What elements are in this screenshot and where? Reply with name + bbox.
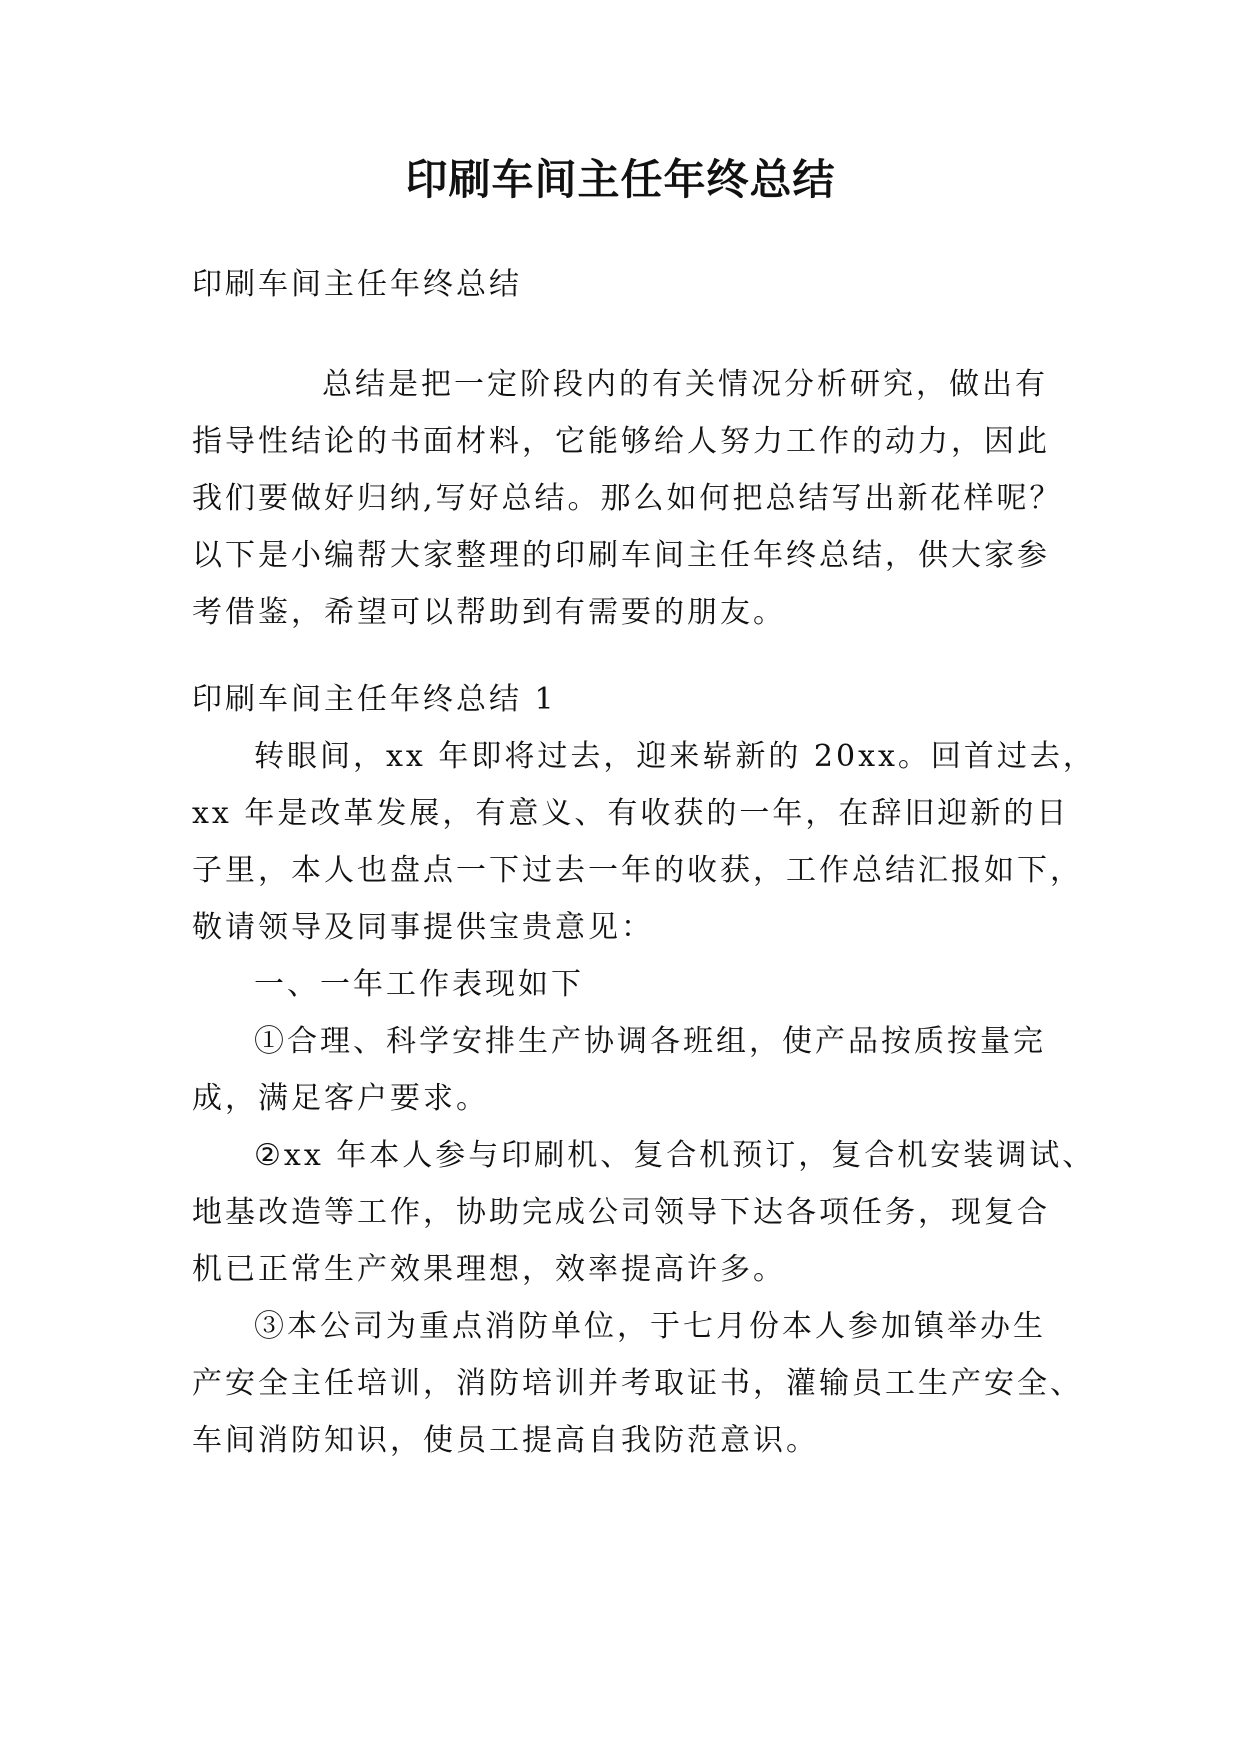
body-line: 敬请领导及同事提供宝贵意见： bbox=[192, 910, 654, 945]
intro-line: 我们要做好归纳,写好总结。那么如何把总结写出新花样呢？ bbox=[192, 481, 1063, 516]
body-line: 成，满足客户要求。 bbox=[192, 1081, 489, 1116]
subtitle-line: 印刷车间主任年终总结 bbox=[192, 267, 522, 302]
section-heading-line: 印刷车间主任年终总结 1 bbox=[192, 682, 557, 717]
intro-line: 以下是小编帮大家整理的印刷车间主任年终总结，供大家参 bbox=[192, 538, 1050, 573]
body-line: xx 年是改革发展，有意义、有收获的一年，在辞旧迎新的日 bbox=[192, 796, 1070, 831]
intro-line: 总结是把一定阶段内的有关情况分析研究，做出有 bbox=[322, 367, 1048, 402]
document-title: 印刷车间主任年终总结 bbox=[405, 155, 836, 204]
body-paragraphs bbox=[192, 728, 1096, 1469]
intro-line: 考借鉴，希望可以帮助到有需要的朋友。 bbox=[192, 595, 786, 630]
body-line: 地基改造等工作，协助完成公司领导下达各项任务，现复合 bbox=[192, 1195, 1050, 1230]
intro-paragraph bbox=[192, 356, 1062, 641]
document-subtitle bbox=[192, 256, 1062, 313]
body-line: 产安全主任培训，消防培训并考取证书，灌输员工生产安全、 bbox=[192, 1366, 1083, 1401]
body-line: 转眼间，xx 年即将过去，迎来崭新的 20xx。回首过去， bbox=[254, 739, 1096, 774]
intro-line: 指导性结论的书面材料，它能够给人努力工作的动力，因此 bbox=[192, 424, 1050, 459]
body-line: ③本公司为重点消防单位，于七月份本人参加镇举办生 bbox=[254, 1309, 1046, 1344]
section-heading bbox=[192, 671, 1062, 728]
body-line: 车间消防知识，使员工提高自我防范意识。 bbox=[192, 1423, 819, 1458]
body-line: 子里，本人也盘点一下过去一年的收获，工作总结汇报如下， bbox=[192, 853, 1083, 888]
body-line: 机已正常生产效果理想，效率提高许多。 bbox=[192, 1252, 786, 1287]
body-line: 一、一年工作表现如下 bbox=[254, 967, 584, 1002]
body-line: ①合理、科学安排生产协调各班组，使产品按质按量完 bbox=[254, 1024, 1046, 1059]
body-line: ②xx 年本人参与印刷机、复合机预订，复合机安装调试、 bbox=[254, 1138, 1096, 1173]
